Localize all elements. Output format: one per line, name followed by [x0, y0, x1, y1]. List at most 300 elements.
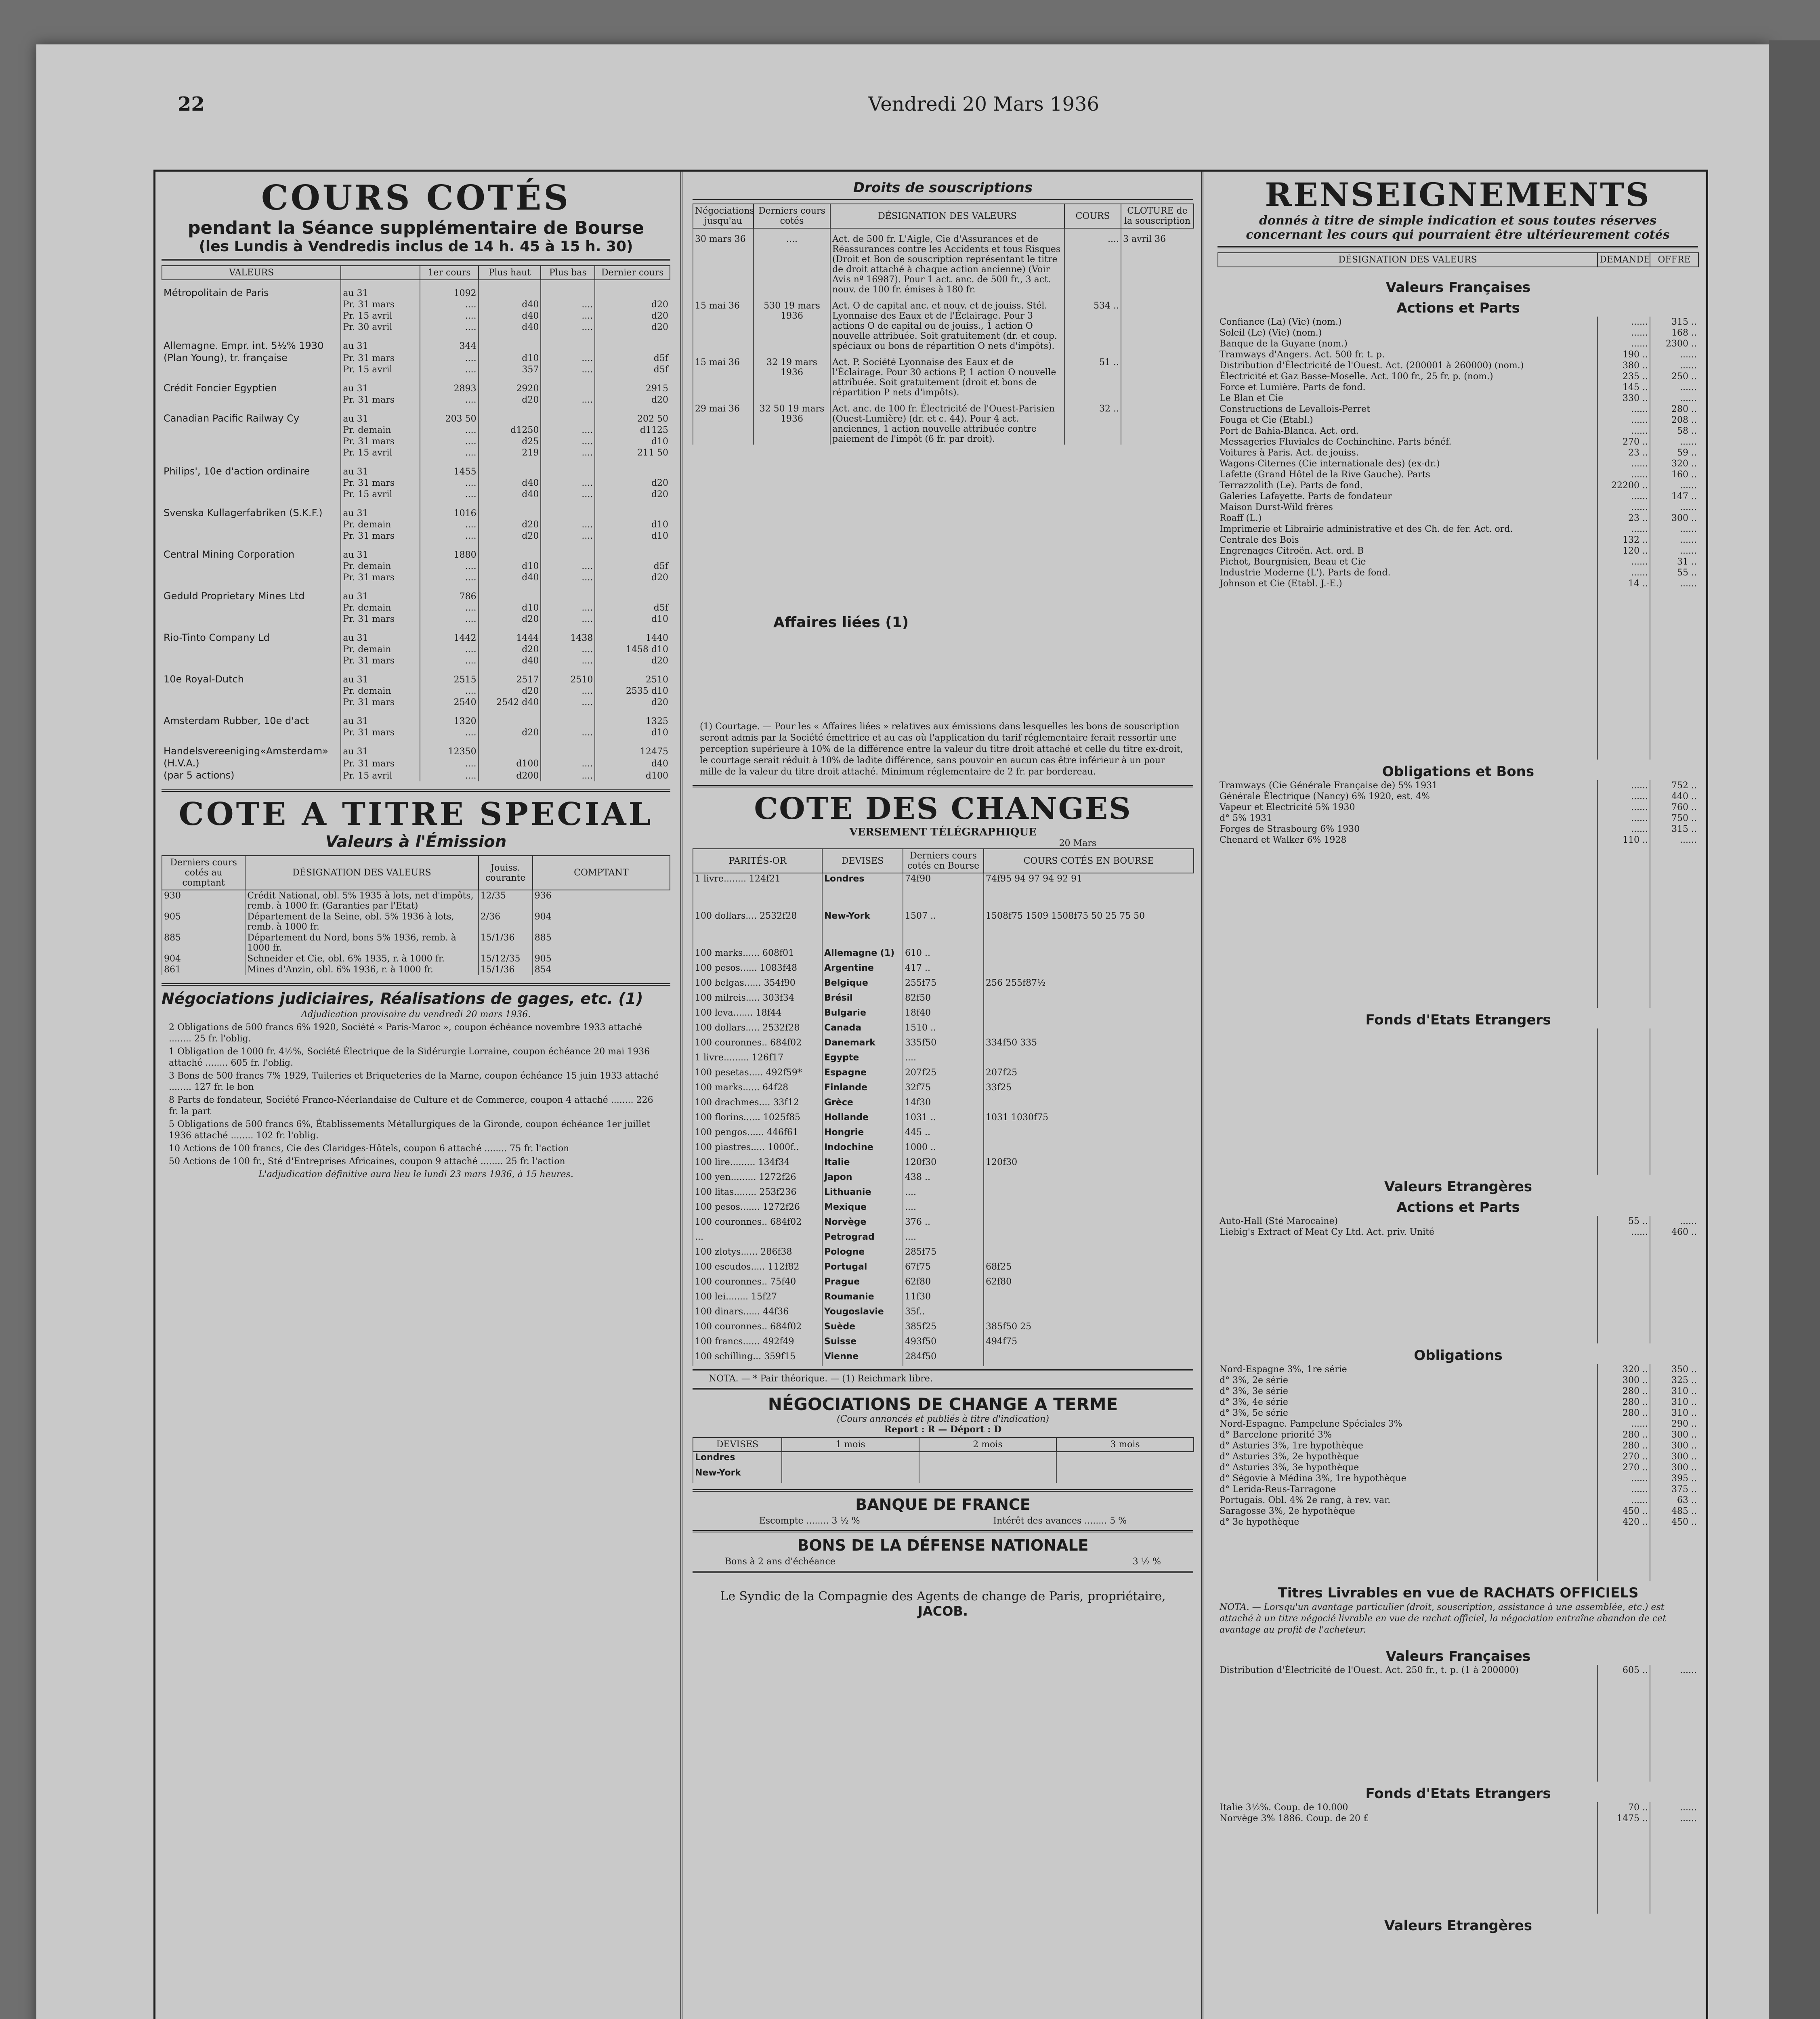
change-devise: Italie	[822, 1157, 903, 1172]
syndic-line: Le Syndic de la Compagnie des Agents de change de Paris, propriétaire,	[720, 1589, 1166, 1603]
spacer	[1597, 589, 1650, 760]
change-cours	[984, 1351, 1194, 1366]
offre: ......	[1650, 578, 1698, 589]
cours-cotes-row	[162, 394, 670, 406]
cours-cotes-row	[162, 424, 670, 436]
change-last: 285f75	[903, 1247, 984, 1261]
demande: ......	[1597, 791, 1650, 802]
spacer	[1597, 1238, 1650, 1343]
change-cours: 385f50 25	[984, 1321, 1194, 1336]
cours-cotes-row	[162, 560, 670, 572]
dernier-cours: d100	[595, 769, 670, 781]
dernier-cours: d20	[595, 655, 670, 667]
offre: 325 ..	[1650, 1375, 1698, 1386]
cours-cotes-column-header	[341, 266, 420, 280]
renseignements-column-header: DEMANDE	[1597, 253, 1650, 267]
premier-cours: 1880	[420, 542, 478, 561]
spacer	[1650, 846, 1698, 1008]
plus-bas: ....	[541, 519, 595, 530]
change-row	[693, 1232, 1194, 1247]
renseignement-row	[1218, 1227, 1698, 1238]
page-header	[121, 93, 1716, 125]
renseignements-title: RENSEIGNEMENTS	[1265, 176, 1651, 214]
valeur-name: Électricité et Gaz Basse-Moselle. Act. 100 fr., 25 fr. p. (nom.)	[1220, 371, 1493, 382]
demande: 14 ..	[1597, 578, 1650, 589]
change-parite: 100 dollars..... 2532f28	[693, 1022, 822, 1037]
valeur-name	[162, 644, 341, 655]
premier-cours: ....	[420, 519, 478, 530]
premier-cours: ....	[420, 757, 478, 769]
valeur-term: au 31	[341, 542, 420, 561]
dernier-cours: d10	[595, 727, 670, 739]
change-row	[693, 1037, 1194, 1052]
change-row	[693, 1351, 1194, 1366]
change-devise: Norvège	[822, 1217, 903, 1232]
offre: 315 ..	[1650, 824, 1698, 835]
valeur-name: Voitures à Paris. Act. de jouiss.	[1220, 448, 1359, 458]
cours-cotes-row	[162, 667, 670, 686]
droits-text: Act. anc. de 100 fr. Électricité de l'Ouest-Parisien (Ouest-Lumière) (dr. et c. 44). Pour 4 act. anciennes, 1 action nouvelle attribuée contre paiement de l'impôt (6 fr. par droit).	[830, 398, 1064, 445]
valeur-name	[162, 364, 341, 376]
renseignement-row	[1218, 780, 1698, 791]
premier-cours: ....	[420, 447, 478, 459]
nota-row	[1218, 1601, 1698, 1636]
premier-cours: ....	[420, 560, 478, 572]
plus-bas	[541, 406, 595, 425]
valeur-name: Chenard et Walker 6% 1928	[1220, 835, 1347, 845]
valeur-name: Engrenages Citroën. Act. ord. B	[1220, 546, 1364, 556]
droits-column-header: CLOTURE de la souscription	[1121, 204, 1194, 228]
change-parite: 100 couronnes.. 75f40	[693, 1276, 822, 1291]
change-devise: Prague	[822, 1276, 903, 1291]
premier-cours: ....	[420, 364, 478, 376]
droits-text: Act. P. Société Lyonnaise des Eaux et de l'Éclairage. Pour 30 actions P, 1 action O nouvelle attribuée. Soit gratuitement (droit et bons de répartition P nets d'impôts).	[830, 352, 1064, 398]
plus-haut: d20	[479, 644, 541, 655]
cote-changes-table	[693, 848, 1194, 1366]
cts-name: Schneider et Cie, obl. 6% 1935, r. à 1000 fr.	[245, 953, 478, 964]
droits-cloture	[1121, 352, 1194, 398]
offre: ......	[1650, 393, 1698, 404]
premier-cours: ....	[420, 769, 478, 781]
section-heading: Valeurs Etrangères	[1384, 1918, 1532, 1934]
plus-haut: d20	[479, 530, 541, 542]
change-devise: Hongrie	[822, 1127, 903, 1142]
renseignement-row	[1218, 469, 1698, 480]
plus-haut: 219	[479, 447, 541, 459]
plus-bas: ....	[541, 572, 595, 583]
cote-titre-special-title: COTE A TITRE SPECIAL	[178, 796, 653, 833]
cours-cotes-row	[162, 757, 670, 769]
demande: ......	[1597, 567, 1650, 578]
negociation-item: 2 Obligations de 500 francs 6% 1920, Société « Paris-Maroc », coupon échéance novembre 1933 attaché ........ 25 fr. l'oblig.	[169, 1022, 642, 1044]
plus-haut	[479, 708, 541, 727]
change-devise: Canada	[822, 1022, 903, 1037]
spacer-row	[1218, 1528, 1698, 1581]
valeur-term: Pr. 31 mars	[341, 299, 420, 310]
cours-cotes-row	[162, 280, 670, 299]
plus-haut: 2920	[479, 376, 541, 395]
valeur-name: Constructions de Levallois-Perret	[1220, 404, 1371, 414]
offre: ......	[1650, 349, 1698, 360]
valeur-name	[162, 572, 341, 583]
plus-bas: ....	[541, 364, 595, 376]
change-last: 74f90	[903, 873, 984, 911]
valeur-name: Confiance (La) (Vie) (nom.)	[1220, 317, 1342, 327]
change-row	[693, 873, 1194, 911]
section-heading: Obligations et Bons	[1382, 764, 1535, 780]
section-row	[1218, 1914, 1698, 1934]
cts-price: 936	[533, 890, 670, 911]
change-row	[693, 1067, 1194, 1082]
renseignement-row	[1218, 1802, 1698, 1813]
plus-haut: 2517	[479, 667, 541, 686]
plus-haut: 1444	[479, 625, 541, 644]
demande: ......	[1597, 524, 1650, 535]
demande: 70 ..	[1597, 1802, 1650, 1813]
section-heading: Obligations	[1414, 1347, 1503, 1364]
renseignement-row	[1218, 415, 1698, 426]
valeur-name: d° Lerida-Reus-Tarragone	[1220, 1484, 1336, 1494]
cts-row	[162, 890, 670, 911]
plus-bas	[541, 708, 595, 727]
change-row	[693, 1291, 1194, 1306]
plus-haut	[479, 459, 541, 478]
valeur-name	[162, 519, 341, 530]
dernier-cours: d5f	[595, 352, 670, 364]
renseignement-row	[1218, 1419, 1698, 1429]
change-terme-cell	[1056, 1467, 1194, 1483]
change-cours: 1508f75 1509 1508f75 50 25 75 50	[984, 911, 1194, 948]
change-terme-table	[693, 1437, 1194, 1483]
droits-last: ....	[754, 228, 830, 295]
valeur-name: Fouga et Cie (Etabl.)	[1220, 415, 1313, 425]
valeur-name	[162, 489, 341, 500]
plus-bas: ....	[541, 769, 595, 781]
change-parite: 100 pesetas..... 492f59*	[693, 1067, 822, 1082]
cours-cotes-row	[162, 500, 670, 519]
change-last: 14f30	[903, 1097, 984, 1112]
change-cours	[984, 1306, 1194, 1321]
valeur-term: au 31	[341, 376, 420, 395]
cts-jouiss: 15/1/36	[479, 932, 533, 953]
section-heading: Actions et Parts	[1396, 1199, 1520, 1215]
droits-column-header: Derniers cours cotés	[754, 204, 830, 228]
valeur-name: Métropolitain de Paris	[164, 287, 269, 298]
premier-cours: 2540	[420, 697, 478, 708]
change-devise: Japon	[822, 1172, 903, 1187]
change-terme-column-header: 3 mois	[1056, 1438, 1194, 1452]
cours-cotes-row	[162, 321, 670, 333]
cours-cotes-row	[162, 364, 670, 376]
offre: ......	[1650, 835, 1698, 846]
negociation-item: 50 Actions de 100 fr., Sté d'Entreprises Africaines, coupon 9 attaché ........ 25 fr. l'action	[169, 1156, 565, 1167]
valeur-name: Canadian Pacific Railway Cy	[164, 413, 300, 424]
demande: 270 ..	[1597, 1462, 1650, 1473]
section-row	[1218, 1195, 1698, 1216]
renseignement-row	[1218, 447, 1698, 458]
dernier-cours: 12475	[595, 739, 670, 758]
offre: 440 ..	[1650, 791, 1698, 802]
dernier-cours: d1125	[595, 424, 670, 436]
plus-bas: ....	[541, 644, 595, 655]
premier-cours: ....	[420, 352, 478, 364]
valeur-name: Terrazzolith (Le). Parts de fond.	[1220, 481, 1363, 491]
column-right	[1207, 170, 1708, 2019]
demande: ......	[1597, 327, 1650, 338]
cours-cotes-row	[162, 602, 670, 613]
plus-haut: d40	[479, 572, 541, 583]
dernier-cours: 1458 d10	[595, 644, 670, 655]
page-edge	[1769, 40, 1820, 2019]
dernier-cours: d20	[595, 310, 670, 321]
offre: 310 ..	[1650, 1386, 1698, 1397]
offre: ......	[1650, 1665, 1698, 1676]
demande: ......	[1597, 404, 1650, 415]
valeur-name	[162, 310, 341, 321]
change-last: 120f30	[903, 1157, 984, 1172]
valeur-name: (H.V.A.)	[164, 758, 199, 769]
valeur-name	[162, 727, 341, 739]
page-date: Vendredi 20 Mars 1936	[868, 93, 1100, 115]
change-last: 62f80	[903, 1276, 984, 1291]
plus-haut: 357	[479, 364, 541, 376]
change-row	[693, 1007, 1194, 1022]
change-parite: 100 francs...... 492f49	[693, 1336, 822, 1351]
change-parite: 100 lire......... 134f34	[693, 1157, 822, 1172]
spacer-row	[1218, 1238, 1698, 1343]
valeur-name	[162, 299, 341, 310]
valeur-name: Pichot, Bourgnisien, Beau et Cie	[1220, 557, 1366, 567]
cours-cotes-column-header: 1er cours	[420, 266, 478, 280]
plus-bas: ....	[541, 394, 595, 406]
change-row	[693, 1082, 1194, 1097]
offre: 320 ..	[1650, 458, 1698, 469]
change-row	[693, 963, 1194, 978]
valeur-term: au 31	[341, 625, 420, 644]
change-devise: Argentine	[822, 963, 903, 978]
premier-cours: 203 50	[420, 406, 478, 425]
valeur-term: au 31	[341, 667, 420, 686]
spacer	[1218, 1824, 1597, 1914]
cts-last: 885	[162, 932, 245, 953]
change-row	[693, 993, 1194, 1007]
cote-changes-date: 20 Mars	[1059, 838, 1096, 848]
plus-bas: ....	[541, 321, 595, 333]
valeur-name	[162, 560, 341, 572]
renseignement-row	[1218, 1506, 1698, 1517]
plus-haut	[479, 739, 541, 758]
valeur-name: d° 5% 1931	[1220, 813, 1272, 823]
premier-cours: ....	[420, 436, 478, 447]
offre: 58 ..	[1650, 426, 1698, 437]
demande: ......	[1597, 824, 1650, 835]
change-row	[693, 1172, 1194, 1187]
change-row	[693, 1187, 1194, 1202]
droits-column-header: DÉSIGNATION DES VALEURS	[830, 204, 1064, 228]
plus-haut: d20	[479, 727, 541, 739]
change-devise: Pologne	[822, 1247, 903, 1261]
plus-haut	[479, 500, 541, 519]
cts-row	[162, 911, 670, 932]
change-devise: Allemagne (1)	[822, 948, 903, 963]
page-number: 22	[178, 93, 205, 115]
change-cours	[984, 1022, 1194, 1037]
valeur-name	[162, 424, 341, 436]
spacer	[1650, 589, 1698, 760]
change-parite: 100 zlotys...... 286f38	[693, 1247, 822, 1261]
change-parite: 100 marks...... 608f01	[693, 948, 822, 963]
section-heading: Fonds d'Etats Etrangers	[1365, 1012, 1551, 1028]
valeur-name: Messageries Fluviales de Cochinchine. Parts bénéf.	[1220, 437, 1452, 447]
renseignement-row	[1218, 327, 1698, 338]
premier-cours: 1455	[420, 459, 478, 478]
cts-row	[162, 953, 670, 964]
plus-bas: ....	[541, 757, 595, 769]
dernier-cours: 2915	[595, 376, 670, 395]
cours-cotes-title: COURS COTÉS	[261, 178, 571, 218]
demande: 330 ..	[1597, 393, 1650, 404]
change-parite: 100 marks...... 64f28	[693, 1082, 822, 1097]
change-devise: Belgique	[822, 978, 903, 993]
change-last: ....	[903, 1187, 984, 1202]
valeur-name: Amsterdam Rubber, 10e d'act	[164, 715, 309, 726]
cts-price: 854	[533, 964, 670, 975]
valeur-term: Pr. 15 avril	[341, 447, 420, 459]
valeur-name: Banque de la Guyane (nom.)	[1220, 339, 1348, 349]
valeur-term: Pr. 31 mars	[341, 572, 420, 583]
cours-cotes-row	[162, 769, 670, 781]
droits-date: 30 mars 36	[693, 228, 754, 295]
change-parite: 100 pesos....... 1272f26	[693, 1202, 822, 1217]
cours-cotes-row	[162, 310, 670, 321]
change-row	[693, 1336, 1194, 1351]
renseignement-row	[1218, 371, 1698, 382]
offre: 147 ..	[1650, 491, 1698, 502]
valeur-name: Allemagne. Empr. int. 5½% 1930	[164, 340, 324, 351]
premier-cours: 2515	[420, 667, 478, 686]
renseignement-row	[1218, 1364, 1698, 1375]
change-devise: Lithuanie	[822, 1187, 903, 1202]
valeur-name: d° 3%, 4e série	[1220, 1397, 1288, 1407]
plus-haut: d40	[479, 489, 541, 500]
valeur-term: Pr. demain	[341, 685, 420, 697]
valeur-term: Pr. 31 mars	[341, 613, 420, 625]
change-parite: 100 piastres..... 1000f..	[693, 1142, 822, 1157]
change-last: 438 ..	[903, 1172, 984, 1187]
demande: ......	[1597, 813, 1650, 824]
valeur-term: Pr. 15 avril	[341, 489, 420, 500]
valeur-name: d° Ségovie à Médina 3%, 1re hypothèque	[1220, 1473, 1406, 1484]
change-parite: 100 couronnes.. 684f02	[693, 1321, 822, 1336]
change-terme-subtitle: (Cours annoncés et publiés à titre d'indication)	[837, 1414, 1049, 1424]
valeur-term: Pr. 15 avril	[341, 310, 420, 321]
droits-cours: 534 ..	[1064, 295, 1121, 352]
livrables-nota: NOTA. — Lorsqu'un avantage particulier (droit, souscription, assistance à une assemblée, etc.) est attaché à un titre négocié livrable en vue de rachat officiel, la négociation entraîne abandon de cet avantage au profit de l'acheteur.	[1220, 1602, 1667, 1635]
dernier-cours: d5f	[595, 560, 670, 572]
valeur-name: Port de Bahia-Blanca. Act. ord.	[1220, 426, 1359, 436]
offre: ......	[1650, 546, 1698, 556]
change-last: 417 ..	[903, 963, 984, 978]
dernier-cours: d20	[595, 321, 670, 333]
change-last: 1031 ..	[903, 1112, 984, 1127]
premier-cours: 2893	[420, 376, 478, 395]
cts-name: Crédit National, obl. 5% 1935 à lots, net d'impôts, remb. à 1000 fr. (Garanties par l'Etat)	[245, 890, 478, 911]
plus-bas: ....	[541, 489, 595, 500]
spacer-row	[1218, 846, 1698, 1008]
renseignement-row	[1218, 802, 1698, 813]
change-parite: 100 milreis..... 303f34	[693, 993, 822, 1007]
column-divider	[680, 170, 682, 2019]
change-devise: Mexique	[822, 1202, 903, 1217]
demande: 300 ..	[1597, 1375, 1650, 1386]
cours-cotes-row	[162, 739, 670, 758]
spacer	[1218, 1528, 1597, 1581]
droits-row	[693, 398, 1194, 445]
valeur-term: Pr. 31 mars	[341, 530, 420, 542]
renseignements-column-header: OFFRE	[1650, 253, 1698, 267]
plus-bas: 1438	[541, 625, 595, 644]
valeur-name: (par 5 actions)	[164, 770, 235, 781]
demande: 235 ..	[1597, 371, 1650, 382]
demande: 23 ..	[1597, 447, 1650, 458]
change-devise: Yougoslavie	[822, 1306, 903, 1321]
negociation-item: 8 Parts de fondateur, Société Franco-Néerlandaise de Culture et de Commerce, coupon 4 attaché ........ 226 fr. la part	[169, 1095, 653, 1117]
plus-bas	[541, 583, 595, 602]
dernier-cours: d5f	[595, 602, 670, 613]
cts-jouiss: 15/12/35	[479, 953, 533, 964]
plus-bas	[541, 542, 595, 561]
valeur-term: Pr. 31 mars	[341, 727, 420, 739]
dernier-cours: 1440	[595, 625, 670, 644]
spacer-row	[1218, 1676, 1698, 1782]
dernier-cours: d20	[595, 489, 670, 500]
valeur-name: d° 3%, 3e série	[1220, 1386, 1288, 1396]
change-devise: Suisse	[822, 1336, 903, 1351]
cts-name: Département du Nord, bons 5% 1936, remb. à 1000 fr.	[245, 932, 478, 953]
renseignement-row	[1218, 578, 1698, 589]
section-row	[1218, 1175, 1698, 1195]
change-cours	[984, 1187, 1194, 1202]
droits-last: 530 19 mars 1936	[754, 295, 830, 352]
offre: 450 ..	[1650, 1517, 1698, 1528]
demande: 280 ..	[1597, 1408, 1650, 1419]
cours-cotes-row	[162, 685, 670, 697]
dernier-cours	[595, 583, 670, 602]
demande: 605 ..	[1597, 1665, 1650, 1676]
change-terme-column-header: 2 mois	[919, 1438, 1056, 1452]
change-parite: 100 leva....... 18f44	[693, 1007, 822, 1022]
demande: 280 ..	[1597, 1429, 1650, 1440]
plus-bas	[541, 500, 595, 519]
cours-cotes-column-header: Dernier cours	[595, 266, 670, 280]
premier-cours: ....	[420, 394, 478, 406]
plus-haut: d40	[479, 655, 541, 667]
plus-bas: ....	[541, 613, 595, 625]
valeur-term: Pr. 15 avril	[341, 364, 420, 376]
premier-cours: ....	[420, 572, 478, 583]
change-row	[693, 911, 1194, 948]
change-cours: 74f95 94 97 94 92 91	[984, 873, 1194, 911]
dernier-cours	[595, 333, 670, 352]
spacer	[1597, 1676, 1650, 1782]
cote-titre-special-table	[162, 855, 670, 975]
change-cours: 256 255f87½	[984, 978, 1194, 993]
valeur-term: au 31	[341, 459, 420, 478]
dernier-cours: 1325	[595, 708, 670, 727]
change-parite: 100 pengos...... 446f61	[693, 1127, 822, 1142]
change-last: 445 ..	[903, 1127, 984, 1142]
renseignement-row	[1218, 567, 1698, 578]
